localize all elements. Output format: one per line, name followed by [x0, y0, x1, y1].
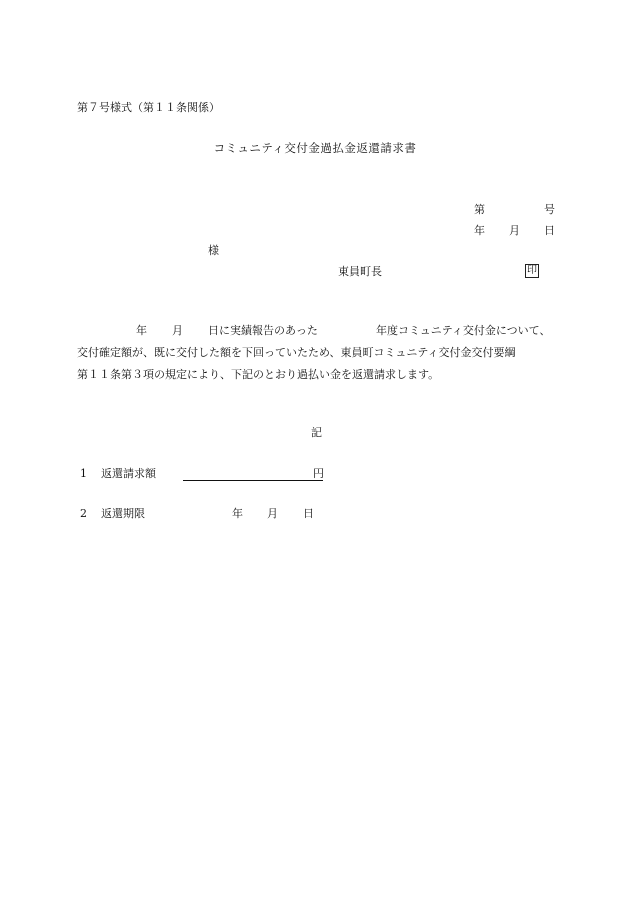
body-line-3: 第１１条第３項の規定により、下記のとおり過払い金を返還請求します。	[77, 368, 440, 381]
body-month: 月	[172, 324, 183, 337]
body-line-2: 交付確定額が、既に交付した額を下回っていたため、東員町コミュニティ交付金交付要綱	[77, 346, 516, 359]
item-number: 2	[80, 507, 87, 520]
seal-mark: 印	[527, 265, 537, 276]
refund-deadline-label: 返還期限	[101, 507, 145, 520]
sender-name: 東員町長	[338, 265, 382, 278]
refund-amount-label: 返還請求額	[101, 467, 156, 480]
document-number-prefix: 第	[474, 203, 485, 216]
body-fiscal-text: 年度コミュニティ交付金について、	[376, 324, 551, 337]
document-title: コミュニティ交付金過払金返還請求書	[213, 141, 417, 155]
deadline-day: 日	[303, 507, 314, 520]
body-day-text: 日に実績報告のあった	[208, 324, 318, 337]
addressee-honorific: 様	[208, 244, 219, 257]
form-number: 第７号様式（第１１条関係）	[77, 101, 220, 114]
issue-date-day: 日	[544, 224, 555, 237]
deadline-month: 月	[267, 507, 278, 520]
body-line-1	[77, 324, 567, 338]
deadline-year: 年	[232, 507, 243, 520]
body-year: 年	[136, 324, 147, 337]
issue-date-month: 月	[509, 224, 520, 237]
record-heading: 記	[311, 426, 322, 439]
document-number-suffix: 号	[544, 203, 555, 216]
issue-date-year: 年	[474, 224, 485, 237]
item-number: 1	[80, 467, 87, 480]
refund-amount-blank	[183, 466, 323, 481]
currency-unit: 円	[313, 467, 324, 480]
